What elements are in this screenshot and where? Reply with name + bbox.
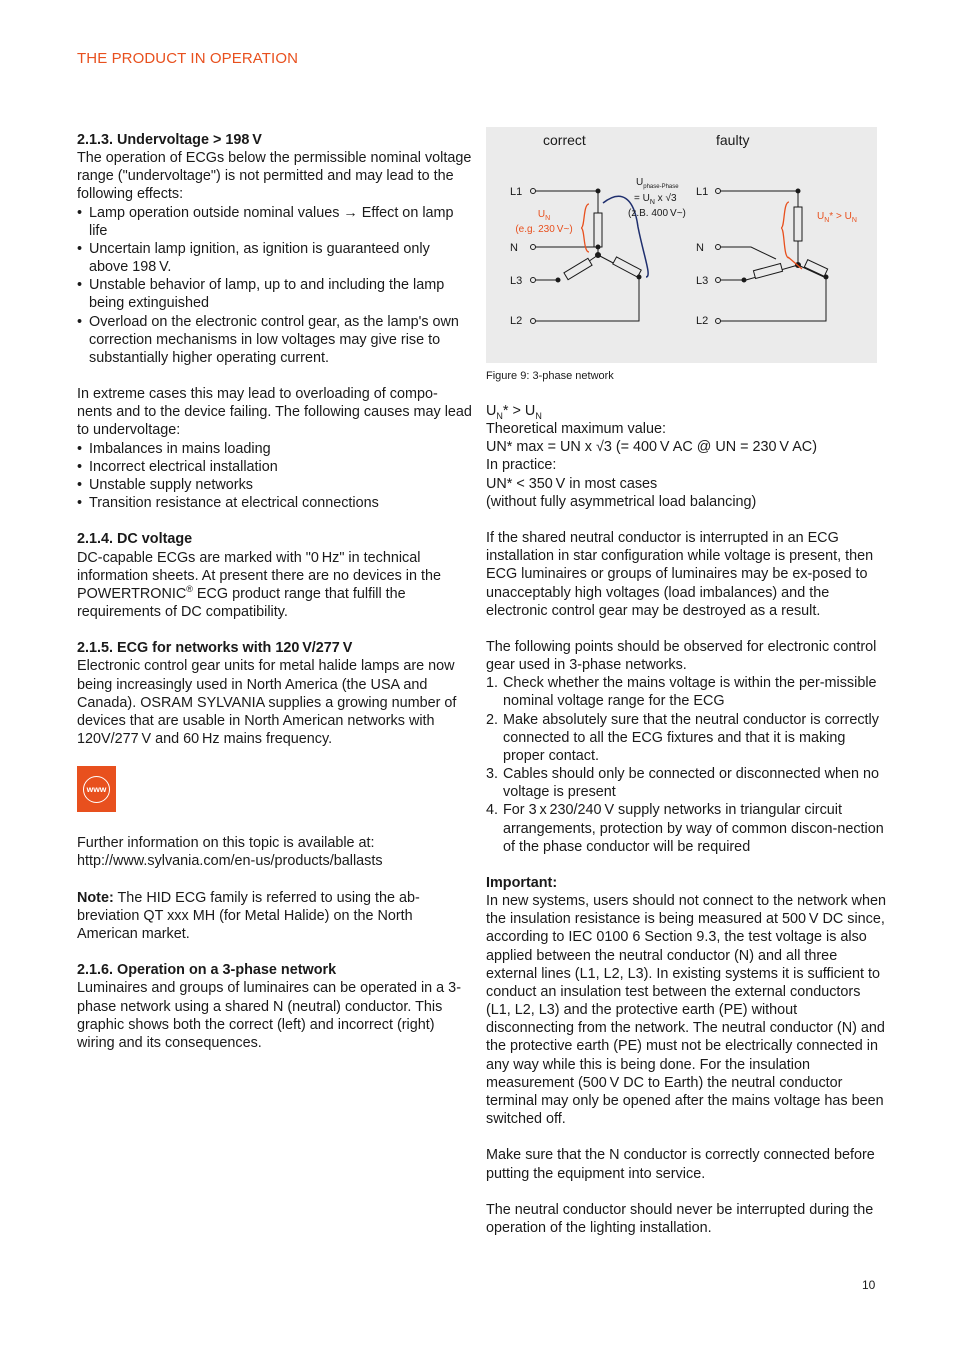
list-item: • Unstable behavior of lamp, up to and including the lamp being extinguished <box>77 277 445 312</box>
undervoltage-extreme: In extreme cases this may lead to overloading of compo-nents and to the device failing. The following causes may lead to undervoltage: <box>77 386 472 439</box>
3-phase-network-figure <box>486 127 877 363</box>
3-phase-diagram <box>486 127 877 363</box>
left-column <box>77 131 472 1052</box>
undervoltage-causes-list <box>77 440 472 513</box>
line-n-faulty: N <box>696 242 704 254</box>
further-info-text: Further information on this topic is available at: <box>77 835 375 852</box>
points-list <box>486 674 886 856</box>
line-n: N <box>510 242 518 254</box>
sylvania-link[interactable]: http://www.sylvania.com/en-us/products/ballasts <box>77 853 383 870</box>
uphase-label: $U_{phase-Phase}$ <box>636 177 679 190</box>
line-l2: L2 <box>510 315 523 327</box>
line-l1: L1 <box>510 186 523 198</box>
list-item: • Incorrect electrical installation <box>77 458 278 475</box>
never-interrupt-text: The neutral conductor should never be interrupted during the operation of the lighting installation. <box>486 1201 874 1236</box>
faulty-diagram <box>696 186 828 327</box>
list-item: • Uncertain lamp ignition, as ignition is guaranteed only above 198 V. <box>77 240 430 276</box>
un-inequality: $U_N* > U_N$ <box>486 403 542 421</box>
dc-voltage-text: DC-capable ECGs are marked with "0 Hz" in technical information sheets. At present there are no devices in the POWERTRONIC® ECG product range that fulfill the requirements of DC compatibility. <box>77 549 441 621</box>
label-correct: correct <box>543 132 586 148</box>
ecg-networks-text: Electronic control gear units for metal halide lamps are now being increasingly used in North America (the USA and Canada). OSRAM SYLVANIA supplies a growing number of devices that are usable in North American networks with 120V/277 V and 60 Hz mains frequency. <box>77 658 457 748</box>
line-l2-faulty: L2 <box>696 315 709 327</box>
list-item: • Transition resistance at electrical connections <box>77 495 379 512</box>
list-item: 4. For 3 x 230/240 V supply networks in triangular circuit arrangements, protection by way of common discon-nection of the phase conductor will be required <box>486 802 884 855</box>
3-phase-text: Luminaires and groups of luminaires can be operated in a 3-phase network using a shared N (neutral) conductor. This graphic shows both the correct (left) and incorrect (right) wiring and its consequences. <box>77 980 461 1051</box>
un-label: $U_N$ <box>537 209 551 222</box>
list-item: • Unstable supply networks <box>77 476 253 493</box>
heading-3-phase: 2.1.6. Operation on a 3-phase network <box>77 962 337 979</box>
label-faulty: faulty <box>716 132 750 148</box>
heading-undervoltage: 2.1.3. Undervoltage > 198 V <box>77 132 262 148</box>
list-item: 2. Make absolutely sure that the neutral conductor is correctly connected to all the ECG fixtures and that it is making proper contact. <box>486 711 879 764</box>
heading-dc-voltage: 2.1.4. DC voltage <box>77 531 193 548</box>
points-intro: The following points should be observed for electronic control gear used in 3-phase networks. <box>486 639 877 674</box>
right-column <box>486 402 886 1237</box>
uphase-equation: = $U_N$ x √3 <box>634 193 677 206</box>
practice-value: UN* < 350 V in most cases <box>486 475 658 492</box>
uphase-value: (z.B. 400 V~) <box>628 208 686 219</box>
list-item: 3. Cables should only be connected or disconnected when no voltage is present <box>486 766 880 801</box>
page-number: 10 <box>862 1278 876 1292</box>
section-header: THE PRODUCT IN OPERATION <box>77 50 299 67</box>
neutral-interruption-text: If the shared neutral conductor is interrupted in an ECG installation in star configuration while voltage is present, then ECG luminaires or groups of luminaires may be ex-posed to unacceptably high voltages (load imbalances) and the electronic control gear may be destroyed as a result. <box>486 530 874 619</box>
undervoltage-effects-list <box>77 204 472 367</box>
list-item: • Lamp operation outside nominal values → Effect on lamp life <box>77 204 454 239</box>
line-l3-faulty: L3 <box>696 275 709 287</box>
important-heading: Important: <box>486 875 558 892</box>
www-icon <box>77 766 116 812</box>
practice-note: (without fully asymmetrical load balancing) <box>486 493 757 510</box>
make-sure-text: Make sure that the N conductor is correctly connected before putting the equipment into service. <box>486 1147 875 1182</box>
line-l1-faulty: L1 <box>696 186 709 198</box>
un-value: (e.g. 230 V~) <box>515 224 573 235</box>
list-item: • Imbalances in mains loading <box>77 440 271 457</box>
line-l3: L3 <box>510 275 523 287</box>
list-item: • Overload on the electronic control gear, as the lamp's own correction mechanisms in low voltages may give rise to substantially higher operating current. <box>77 313 459 366</box>
undervoltage-intro: The operation of ECGs below the permissible nominal voltage range ("undervoltage") is not permitted and may lead to the following effects: <box>77 150 472 203</box>
important-text: In new systems, users should not connect to the network when the insulation resistance is being measured at 500 V DC since, according to IEC 0100 6 Section 9.3, the test voltage is also applied between the neutral conductor (N) and all three external lines (L1, L2, L3). In existing systems it is sufficient to conduct an insulation test between the external conductors (L1, L2, L3) and the protective earth (PE) without disconnecting from the network. The neutral conductor (N) and the protective earth (PE) must not be electrically connected in any way while this is being done. For the insulation measurement (500 V DC to Earth) the neutral conductor terminal may only be opened after the mains voltage has been switched off. <box>486 893 886 1128</box>
faulty-un-label: $U_N* > U_N$ <box>817 211 857 224</box>
theory-formula: UN* max = UN x √3 (= 400 V AC @ UN = 230 V AC) <box>486 439 817 456</box>
figure-caption: Figure 9: 3-phase network <box>486 370 614 382</box>
practice-label: In practice: <box>486 457 557 474</box>
list-item: 1. Check whether the mains voltage is within the per-missible nominal voltage range for the ECG <box>486 675 877 710</box>
heading-ecg-networks: 2.1.5. ECG for networks with 120 V/277 V <box>77 640 353 657</box>
theory-label: Theoretical maximum value: <box>486 421 666 438</box>
www-badge: www <box>83 776 110 803</box>
note-paragraph: Note: The HID ECG family is referred to using the ab-breviation QT xxx MH (for Metal Halide) on the North American market. <box>77 889 420 943</box>
